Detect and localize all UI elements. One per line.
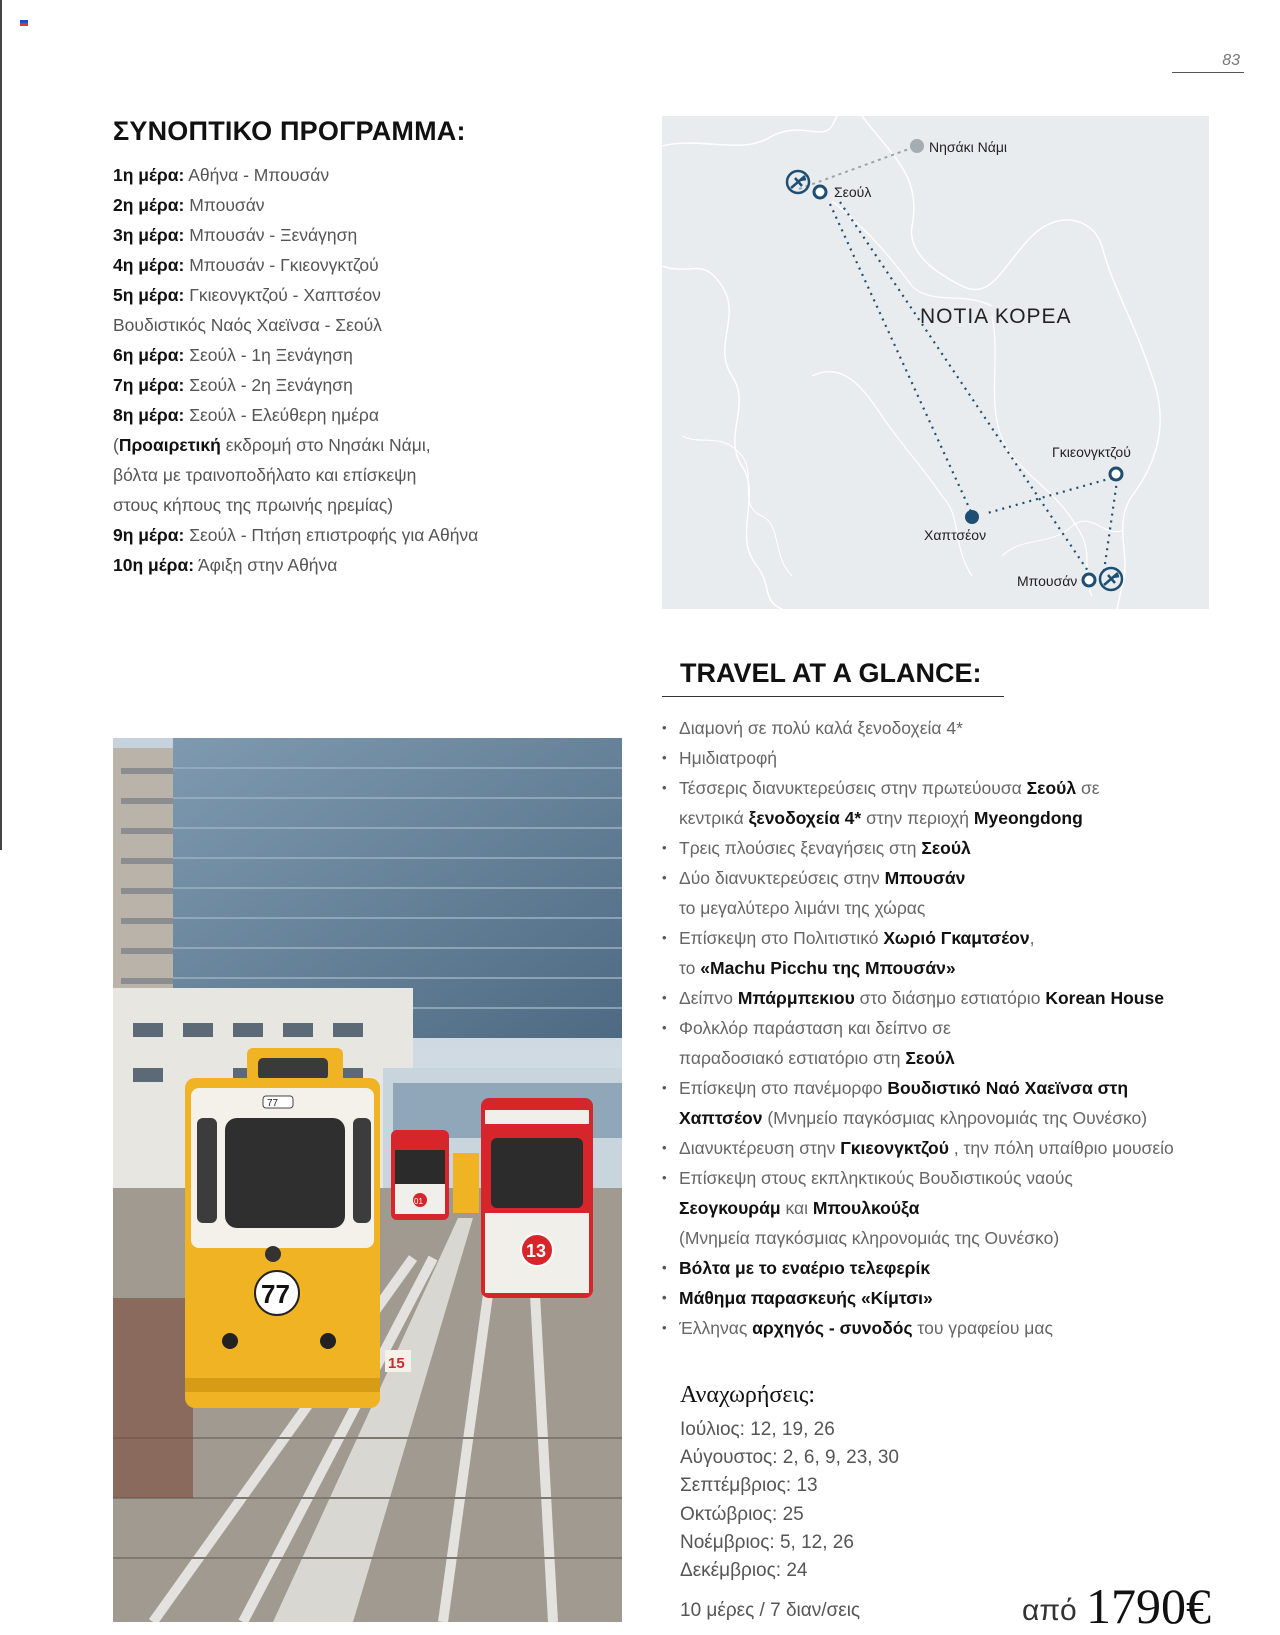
day-label: 1η μέρα:: [113, 165, 185, 185]
highlight-item-continued: [662, 1223, 1222, 1253]
highlight-text: Διαμονή σε πολύ καλά ξενοδοχεία 4*: [679, 718, 963, 738]
day-list: [113, 160, 613, 580]
busan-label: Μπουσάν: [1017, 573, 1078, 589]
day-item: [113, 280, 613, 310]
day-text: Σεούλ - 2η Ξενάγηση: [189, 375, 353, 395]
highlight-text: Φολκλόρ παράσταση και δείπνο σε: [679, 1018, 951, 1038]
far-yellow-capsule: [453, 1153, 479, 1213]
highlight-emphasis: Korean House: [1045, 988, 1164, 1008]
highlight-item: [662, 1163, 1222, 1193]
highlight-item: [662, 1313, 1222, 1343]
highlight-item-continued: [662, 1103, 1222, 1133]
highlight-text: στο διάσημο εστιατόριο: [859, 988, 1041, 1008]
day-text: Σεούλ - 1η Ξενάγηση: [189, 345, 353, 365]
day-item: [113, 250, 613, 280]
day-item: [113, 520, 613, 550]
departure-month: Αύγουστος: 2, 6, 9, 23, 30: [680, 1447, 899, 1469]
highlights-list: [662, 713, 1222, 1343]
highlight-text: Ημιδιατροφή: [679, 748, 778, 768]
highlight-item: [662, 1013, 1222, 1043]
day-item-continued: [113, 310, 613, 340]
highlight-text: παραδοσιακό εστιατόριο στη: [679, 1048, 901, 1068]
highlight-emphasis: Μπουλκούξα: [812, 1198, 920, 1218]
highlight-emphasis: ξενοδοχεία 4*: [748, 808, 862, 828]
highlight-item: [662, 983, 1222, 1013]
highlight-text: κεντρικά: [679, 808, 744, 828]
route-map: [662, 116, 1209, 609]
yellow-capsule: [185, 1048, 380, 1408]
busan-marker: [1083, 574, 1095, 586]
day-text: Μπουσάν: [189, 195, 265, 215]
highlight-item-continued: [662, 893, 1222, 923]
capsule-number: 77: [261, 1279, 290, 1309]
day-text: Γκιεονγκτζού - Χαπτσέον: [189, 285, 381, 305]
hapcheon-label: Χαπτσέον: [924, 527, 987, 543]
highlight-text: (Μνημείο παγκόσμιας κληρονομιάς της Ουνέσκο): [767, 1108, 1148, 1128]
day-text: Άφιξη στην Αθήνα: [197, 555, 338, 575]
day-label: 9η μέρα:: [113, 525, 185, 545]
highlight-item: [662, 833, 1222, 863]
highlight-item-continued: [662, 1043, 1222, 1073]
railing: [113, 1298, 193, 1498]
highlight-text: Δείπνο: [679, 988, 733, 1008]
day-label: 6η μέρα:: [113, 345, 185, 365]
day-label: 3η μέρα:: [113, 225, 185, 245]
highlight-text: Επίσκεψη στο Πολιτιστικό: [679, 928, 879, 948]
highlight-text: στην περιοχή: [866, 808, 970, 828]
highlight-item: [662, 923, 1222, 953]
day-item-continued: [113, 460, 613, 490]
highlight-item: [662, 1253, 1222, 1283]
sky-capsule-photo: [113, 738, 622, 1622]
day-label: 10η μέρα:: [113, 555, 195, 575]
distant-capsule: [391, 1130, 449, 1220]
highlight-item-continued: [662, 803, 1222, 833]
day-item: [113, 160, 613, 190]
day-text: Μπουσάν - Ξενάγηση: [189, 225, 358, 245]
gyeongju-label: Γκιεονγκτζού: [1052, 444, 1131, 460]
highlight-text: Επίσκεψη στο πανέμορφο: [679, 1078, 883, 1098]
flag-icon: [20, 20, 28, 26]
day-text: στους κήπους της πρωινής ηρεμίας): [113, 495, 394, 515]
highlight-emphasis: Χωριό Γκαμτσέον: [883, 928, 1030, 948]
highlight-item: [662, 1073, 1222, 1103]
day-text: Μπουσάν - Γκιεονγκτζού: [189, 255, 379, 275]
highlight-text: του γραφείου μας: [917, 1318, 1053, 1338]
highlight-text: Διανυκτέρευση στην: [679, 1138, 836, 1158]
day-text: Σεούλ - Πτήση επιστροφής για Αθήνα: [189, 525, 479, 545]
day-item: [113, 550, 613, 580]
day-label: 4η μέρα:: [113, 255, 185, 275]
highlight-emphasis: Σεούλ: [921, 838, 971, 858]
seoul-label: Σεούλ: [834, 184, 872, 200]
summary-title: ΣΥΝΟΠΤΙΚΟ ΠΡΟΓΡΑΜΜΑ:: [113, 116, 466, 146]
day-item: [113, 220, 613, 250]
highlight-item-continued: [662, 953, 1222, 983]
highlight-text: σε: [1080, 778, 1100, 798]
highlight-item: [662, 713, 1222, 743]
highlight-text: Έλληνας: [679, 1318, 748, 1338]
highlight-text: Επίσκεψη στους εκπληκτικούς Βουδιστικούς ναούς: [679, 1168, 1073, 1188]
day-label: 5η μέρα:: [113, 285, 185, 305]
highlight-emphasis: Μπουσάν: [884, 868, 966, 888]
highlight-emphasis: Βουδιστικό Ναό Χαεϊνσα στη: [887, 1078, 1129, 1098]
price-value: 1790€: [1086, 1578, 1211, 1634]
highlight-text: (Μνημεία παγκόσμιας κληρονομιάς της Ουνέσκο): [679, 1228, 1060, 1248]
highlight-text: Δύο διανυκτερεύσεις στην: [679, 868, 880, 888]
day-text: Σεούλ - Ελεύθερη ημέρα: [189, 405, 379, 425]
price-from-label: από: [1022, 1594, 1077, 1627]
capsule-number: 13: [526, 1241, 547, 1261]
highlight-item: [662, 863, 1222, 893]
day-label: 7η μέρα:: [113, 375, 185, 395]
capsule-number: 01: [414, 1197, 423, 1206]
gyeongju-marker: [1110, 468, 1122, 480]
highlight-text: Τρεις πλούσιες ξεναγήσεις στη: [679, 838, 917, 858]
page-number: 83: [1222, 52, 1240, 69]
highlight-text: το: [679, 958, 696, 978]
day-label: 2η μέρα:: [113, 195, 185, 215]
track-marker-number: 15: [388, 1355, 405, 1372]
highlight-emphasis: Γκιεονγκτζού: [840, 1138, 949, 1158]
nami-label: Νησάκι Νάμι: [929, 139, 1008, 155]
highlight-item-continued: [662, 1193, 1222, 1223]
page-edge: [0, 0, 2, 850]
route-map-svg: [662, 116, 1209, 609]
highlight-emphasis: Μπάρμπεκιου: [737, 988, 855, 1008]
day-item: [113, 370, 613, 400]
highlight-emphasis: Σεογκουράμ: [679, 1198, 781, 1218]
departures-list: [680, 1416, 899, 1585]
day-text: Βουδιστικός Ναός Χαεϊνσα - Σεούλ: [113, 315, 382, 335]
highlight-emphasis: Σεούλ: [1026, 778, 1077, 798]
highlight-emphasis: Χαπτσέον: [679, 1108, 763, 1128]
highlight-emphasis: «Machu Picchu της Μπουσάν»: [700, 958, 956, 978]
departure-month: Νοέμβριος: 5, 12, 26: [680, 1531, 854, 1553]
highlight-text: το μεγαλύτερο λιμάνι της χώρας: [679, 898, 926, 918]
day-text: βόλτα με τραινοποδήλατο και επίσκεψη: [113, 465, 417, 485]
trip-duration: 10 μέρες / 7 διαν/σεις: [680, 1600, 861, 1621]
day-label: 8η μέρα:: [113, 405, 185, 425]
day-item-continued: [113, 430, 613, 460]
highlight-item: [662, 743, 1222, 773]
hapcheon-marker: [965, 510, 979, 524]
red-capsule: [481, 1098, 593, 1298]
highlight-emphasis: Myeongdong: [973, 808, 1083, 828]
day-item: [113, 340, 613, 370]
country-label: ΝΟΤΙΑ ΚΟΡΕΑ: [920, 305, 1072, 328]
capsule-top-number: 77: [267, 1098, 279, 1109]
photo-svg: [113, 738, 622, 1622]
highlight-item: [662, 773, 1222, 803]
departure-month: Οκτώβριος: 25: [680, 1503, 804, 1525]
day-item: [113, 190, 613, 220]
day-text: Αθήνα - Μπουσάν: [188, 165, 330, 185]
departures-title: Αναχωρήσεις:: [680, 1382, 816, 1408]
optional-label: Προαιρετική: [118, 435, 221, 455]
highlight-text: Βόλτα με το εναέριο τελεφερίκ: [679, 1258, 931, 1278]
page-number-rule: [1172, 72, 1244, 73]
highlight-text: Μάθημα παρασκευής «Κίμτσι»: [679, 1288, 933, 1308]
departure-month: Ιούλιος: 12, 19, 26: [680, 1419, 835, 1440]
seoul-marker: [814, 186, 826, 198]
highlight-emphasis: Σεούλ: [905, 1048, 955, 1068]
highlight-text: και: [785, 1198, 808, 1218]
highlight-item: [662, 1133, 1222, 1163]
day-text: (: [113, 435, 119, 455]
highlight-text: ,: [1029, 928, 1035, 948]
departure-month: Δεκέμβριος: 24: [680, 1560, 808, 1582]
day-item: [113, 400, 613, 430]
highlight-text: , την πόλη υπαίθριο μουσείο: [953, 1138, 1174, 1158]
highlight-text: Τέσσερις διανυκτερεύσεις στην πρωτεύουσα: [679, 778, 1022, 798]
departure-month: Σεπτέμβριος: 13: [680, 1475, 818, 1497]
highlight-emphasis: αρχηγός - συνοδός: [752, 1318, 913, 1338]
day-text: εκδρομή στο Νησάκι Νάμι,: [225, 435, 431, 455]
nami-marker: [910, 139, 924, 153]
glance-title: TRAVEL AT A GLANCE:: [680, 658, 982, 688]
glance-underline: [662, 696, 1004, 697]
day-item-continued: [113, 490, 613, 520]
highlight-item: [662, 1283, 1222, 1313]
